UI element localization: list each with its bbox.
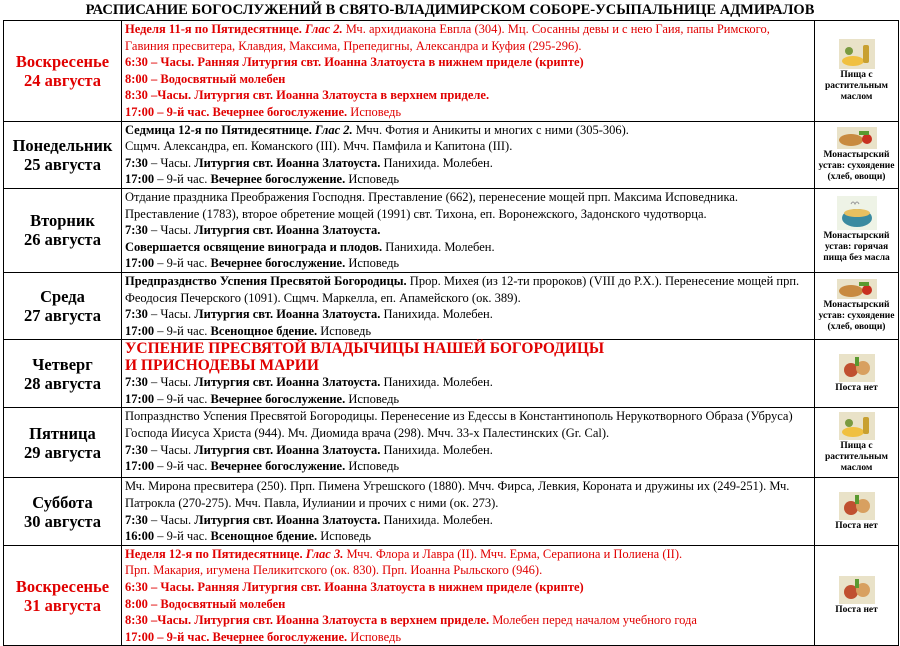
service-line: Литургия свт. Иоанна Златоуста.	[194, 512, 381, 527]
day-cell	[4, 408, 122, 478]
service-line: Неделя 12-я по Пятидесятнице.	[125, 546, 303, 561]
day-cell	[4, 121, 122, 188]
service-hours: – Часы.	[147, 375, 192, 390]
service-time: 17:00	[125, 323, 155, 338]
day-row	[4, 188, 899, 272]
day-cell	[4, 478, 122, 545]
service-time: 16:00	[125, 529, 155, 544]
service-note: Исповедь	[348, 391, 400, 406]
service-time: 8:30 –Часы.	[125, 613, 192, 628]
fast-label: Монастырский устав: сухоядение (хлеб, овощи)	[818, 300, 895, 333]
date: 25 августа	[24, 154, 101, 174]
service-line: Литургия свт. Иоанна Златоуста.	[194, 155, 381, 170]
service-line: Ранняя Литургия свт. Иоанна Златоуста в нижнем приделе (крипте)	[197, 580, 584, 595]
service-note: Панихида. Молебен.	[383, 307, 493, 322]
service-note: Исповедь	[348, 459, 400, 474]
day-row	[4, 545, 899, 646]
weekday: Воскресенье	[15, 576, 110, 596]
service-note: Молебен перед началом учебного года	[492, 613, 697, 628]
service-time: 7:30	[125, 155, 148, 170]
service-time: 17:00 – 9-й час.	[125, 104, 210, 119]
day-row	[4, 21, 899, 122]
service-line: Литургия свт. Иоанна Златоуста.	[194, 307, 381, 322]
service-line: Мч. архидиакона Евпла (304). Мц. Сосанны девы и с нею Гаия, папы Римского, Гавиния пресвитера, Клавдия, Максима, Препедигны, Александра и Куфия (295-296).	[125, 22, 770, 53]
service-note: Панихида. Молебен.	[383, 155, 493, 170]
date: 30 августа	[24, 511, 101, 531]
service-line: Мч. Мирона пресвитера (250). Прп. Пимена Угрешского (1880). Мчч. Фирса, Левкия, Короната и дружины их (249-251). Мч. Патрокла (270-275). Мчч. Павла, Иулиании и прочих с ними (ок. 273).	[125, 479, 790, 511]
service-line: Литургия свт. Иоанна Златоуста.	[194, 442, 381, 457]
date: 31 августа	[24, 595, 101, 615]
service-note: Панихида. Молебен.	[383, 442, 493, 457]
service-time: 7:30	[125, 307, 148, 322]
service-time: 7:30	[125, 442, 148, 457]
service-hours: – Часы.	[147, 223, 192, 238]
service-hours: – 9-й час.	[154, 459, 208, 474]
service-note: Панихида. Молебен.	[385, 239, 495, 254]
oil-bowl-icon	[839, 39, 875, 69]
service-line: Неделя 11-я по Пятидесятнице.	[125, 22, 302, 36]
service-line: Литургия свт. Иоанна Златоуста в верхнем приделе.	[194, 613, 490, 628]
page-title: РАСПИСАНИЕ БОГОСЛУЖЕНИЙ В СВЯТО-ВЛАДИМИРСКОМ СОБОРЕ-УСЫПАЛЬНИЦЕ АДМИРАЛОВ	[85, 2, 815, 18]
fast-label: Пища с растительным маслом	[825, 440, 888, 473]
fast-label: Поста нет	[835, 604, 878, 615]
day-row	[4, 408, 899, 478]
service-time: 7:30	[125, 375, 148, 390]
day-row	[4, 121, 899, 188]
oil-bowl-icon	[839, 412, 875, 440]
weekday: Понедельник	[12, 135, 113, 155]
weekday: Пятница	[29, 423, 96, 443]
fast-cell	[815, 340, 899, 408]
service-line: Отдание праздника Преображения Господня. Преставление (662), перенесение мощей прп. Максима Исповедника. Преставление (1783), второе обретение мощей (1991) свт. Тихона, еп. Воронежского, Задонского чудотворца.	[125, 189, 738, 221]
service-time: 7:30	[125, 223, 148, 238]
service-line: Литургия свт. Иоанна Златоуста.	[194, 223, 381, 238]
bread-vegetables-icon	[837, 279, 877, 299]
service-hours: – 9-й час.	[154, 391, 208, 406]
fast-label: Поста нет	[835, 382, 878, 393]
food-plate-icon	[839, 492, 875, 520]
fast-label: Поста нет	[835, 520, 878, 531]
service-note: Исповедь	[350, 629, 402, 644]
food-plate-icon	[839, 354, 875, 382]
feast-title: УСПЕНИЕ ПРЕСВЯТОЙ ВЛАДЫЧИЦЫ НАШЕЙ БОГОРОДИЦЫ	[125, 340, 605, 358]
day-cell	[4, 545, 122, 646]
service-line: Седмица 12-я по Пятидесятнице.	[125, 122, 312, 137]
service-time: 7:30	[125, 512, 148, 527]
service-note: Исповедь	[348, 256, 400, 271]
service-line: Вечернее богослужение.	[210, 391, 346, 406]
tone: Глас 3.	[305, 546, 344, 561]
day-cell	[4, 272, 122, 339]
service-hours: – Часы.	[147, 442, 192, 457]
fast-label: Монастырский устав: сухоядение (хлеб, овощи)	[818, 149, 895, 182]
service-time: 17:00	[125, 391, 155, 406]
service-line: Вечернее богослужение.	[210, 172, 346, 187]
date: 29 августа	[24, 442, 101, 462]
service-time: 6:30 – Часы.	[125, 580, 195, 595]
schedule-table	[3, 20, 899, 646]
service-time: 6:30 – Часы.	[125, 55, 195, 70]
service-line: Вечернее богослужение.	[210, 459, 346, 474]
service-time: 17:00	[125, 172, 155, 187]
service-time: 17:00	[125, 256, 155, 271]
service-cell	[122, 121, 815, 188]
service-time: 17:00 – 9-й час.	[125, 629, 210, 644]
service-line: Вечернее богослужение.	[210, 256, 346, 271]
service-hours: – 9-й час.	[154, 323, 208, 338]
service-hours: – 9-й час.	[154, 172, 208, 187]
day-cell	[4, 188, 122, 272]
service-cell	[122, 188, 815, 272]
service-line: 8:00 – Водосвятный молебен	[125, 596, 286, 611]
fast-cell	[815, 478, 899, 545]
service-cell	[122, 478, 815, 545]
service-line: Ранняя Литургия свт. Иоанна Златоуста в нижнем приделе (крипте)	[197, 55, 584, 70]
feast-title: И ПРИСНОДЕВЫ МАРИИ	[125, 357, 319, 375]
service-hours: – 9-й час.	[154, 529, 208, 544]
date: 28 августа	[24, 373, 101, 393]
weekday: Четверг	[32, 354, 93, 374]
service-line: Мчч. Фотия и Аникиты и многих с ними (305-306).	[355, 122, 629, 137]
service-note: Исповедь	[320, 529, 372, 544]
fast-cell	[815, 188, 899, 272]
day-row	[4, 340, 899, 408]
service-note: Исповедь	[348, 172, 400, 187]
service-cell	[122, 21, 815, 122]
date: 27 августа	[24, 306, 101, 326]
weekday: Среда	[40, 287, 85, 307]
fast-cell	[815, 272, 899, 339]
service-line: Предпразднство Успения Пресвятой Богородицы.	[125, 273, 407, 288]
service-cell	[122, 272, 815, 339]
service-note: Панихида. Молебен.	[383, 375, 493, 390]
food-plate-icon	[839, 576, 875, 604]
bread-vegetables-icon	[837, 127, 877, 149]
service-line: Совершается освящение винограда и плодов.	[125, 239, 383, 254]
fast-cell	[815, 21, 899, 122]
service-note: Исповедь	[320, 323, 372, 338]
date: 24 августа	[24, 70, 101, 90]
fast-cell	[815, 121, 899, 188]
service-line: Литургия свт. Иоанна Златоуста в верхнем приделе.	[194, 88, 490, 103]
service-cell	[122, 340, 815, 408]
day-row	[4, 478, 899, 545]
service-line: Литургия свт. Иоанна Златоуста.	[194, 375, 381, 390]
fast-label: Пища с растительным маслом	[825, 69, 888, 102]
service-note: Панихида. Молебен.	[383, 512, 493, 527]
soup-pot-icon	[837, 196, 877, 230]
fast-label: Монастырский устав: горячая пища без масла	[823, 231, 890, 264]
service-line: Всенощное бдение.	[210, 529, 318, 544]
fast-cell	[815, 545, 899, 646]
service-time: 8:30 –Часы.	[125, 88, 192, 103]
service-line: Прп. Макария, игумена Пеликитского (ок. 830). Прп. Иоанна Рыльского (946).	[125, 563, 543, 578]
service-time: 17:00	[125, 459, 155, 474]
service-hours: – Часы.	[147, 512, 192, 527]
service-line: Вечернее богослужение.	[212, 104, 348, 119]
service-line: Сщмч. Александра, еп. Команского (III). Мчч. Памфила и Капитона (III).	[125, 139, 513, 154]
service-line: Вечернее богослужение.	[212, 629, 348, 644]
service-hours: – Часы.	[147, 307, 192, 322]
tone: Глас 2.	[315, 122, 353, 137]
service-cell	[122, 408, 815, 478]
service-line: Всенощное бдение.	[210, 323, 318, 338]
service-hours: – 9-й час.	[154, 256, 208, 271]
service-line: Попразднство Успения Пресвятой Богородицы. Перенесение из Едессы в Константинополь Нерукотворного Образа (Убруса) Господа Иисуса Христа (944). Мч. Диомида врача (298). Мчч. 33-х Палестинских (Gr. Cal).	[125, 409, 793, 441]
day-cell	[4, 340, 122, 408]
service-line: Мчч. Флора и Лавра (II). Мчч. Ерма, Серапиона и Полиена (II).	[346, 546, 683, 561]
day-cell	[4, 21, 122, 122]
service-cell	[122, 545, 815, 646]
tone: Глас 2.	[305, 22, 343, 36]
service-line: Прор. Михея (из 12-ти пророков) (VIII до Р.Х.). Перенесение мощей прп. Феодосия Печерского (1091). Сщмч. Маркелла, еп. Апамейского (ок. 389).	[125, 273, 800, 305]
service-line: 8:00 – Водосвятный молебен	[125, 71, 286, 86]
day-row	[4, 272, 899, 339]
weekday: Суббота	[32, 492, 93, 512]
date: 26 августа	[24, 230, 101, 250]
weekday: Воскресенье	[15, 51, 110, 71]
service-note: Исповедь	[350, 104, 402, 119]
weekday: Вторник	[30, 211, 95, 231]
fast-cell	[815, 408, 899, 478]
service-hours: – Часы.	[147, 155, 192, 170]
